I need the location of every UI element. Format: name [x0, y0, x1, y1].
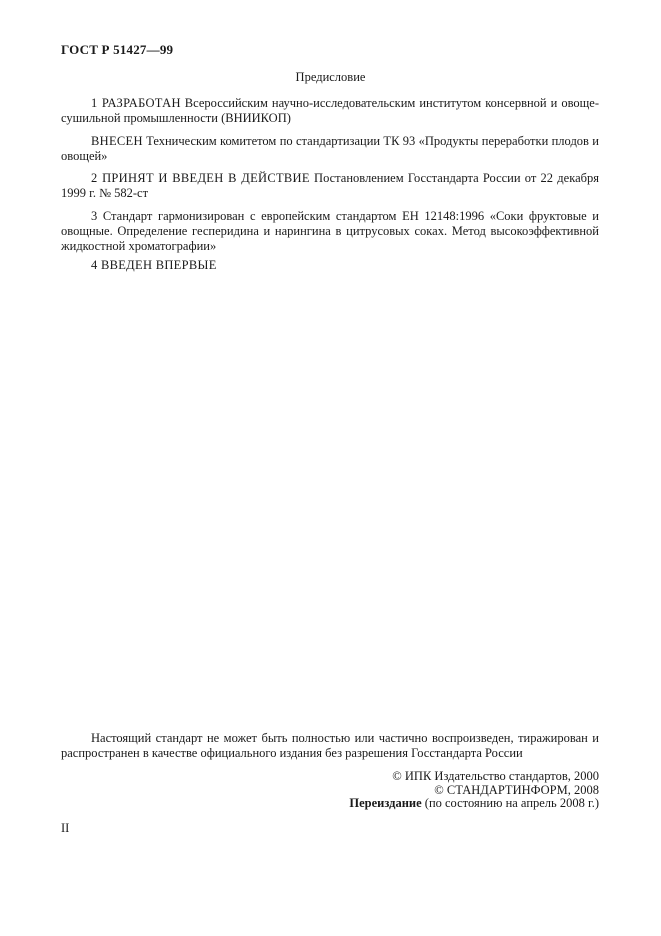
preface-item-introduced-text: Техническим комитетом по стандартизации ТК 93 «Продукты переработки плодов и овощей»: [61, 134, 599, 163]
preface-heading: Предисловие: [295, 70, 366, 84]
page-number: II: [61, 821, 70, 835]
preface-item-4: [61, 258, 599, 273]
copyright-line-2: © СТАНДАРТИНФОРМ, 2008: [434, 782, 599, 797]
preface-item-1: [61, 96, 599, 126]
reproduction-notice: Настоящий стандарт не может быть полностью или частично воспроизведен, тиражирован и распространен в качестве официального издания без разрешения Госстандарта России: [61, 731, 599, 760]
preface-item-2-lead: 2 ПРИНЯТ И ВВЕДЕН В ДЕЙСТВИЕ: [91, 171, 310, 185]
preface-item-2-text: Постановлением Госстандарта России от 22 декабря 1999 г. № 582-ст: [61, 171, 599, 200]
copyright-line-1: © ИПК Издательство стандартов, 2000: [392, 769, 599, 783]
reissue-line: [349, 797, 599, 811]
reissue-label: Переиздание: [349, 796, 422, 810]
document-code: ГОСТ Р 51427—99: [61, 42, 174, 57]
preface-item-2: [61, 171, 599, 201]
preface-item-4-lead: 4 ВВЕДЕН ВПЕРВЫЕ: [91, 258, 217, 272]
preface-item-introduced: [61, 134, 599, 164]
copyright-block: [349, 770, 599, 811]
preface-item-3-lead: 3: [91, 209, 98, 223]
preface-item-1-lead: 1 РАЗРАБОТАН: [91, 96, 181, 110]
preface-item-3: [61, 209, 599, 254]
preface-item-1-text: Всероссийским научно-исследовательским институтом консервной и овоще-сушильной промышленности (ВНИИКОП): [61, 96, 599, 125]
preface-item-introduced-lead: ВНЕСЕН: [91, 134, 143, 148]
preface-item-3-text: Стандарт гармонизирован с европейским стандартом ЕН 12148:1996 «Соки фруктовые и овощные. Определение гесперидина и нарингина в цитрусовых соках. Метод высокоэффективной жидкостной хроматографии»: [61, 209, 599, 253]
reissue-text: (по состоянию на апрель 2008 г.): [421, 796, 599, 810]
